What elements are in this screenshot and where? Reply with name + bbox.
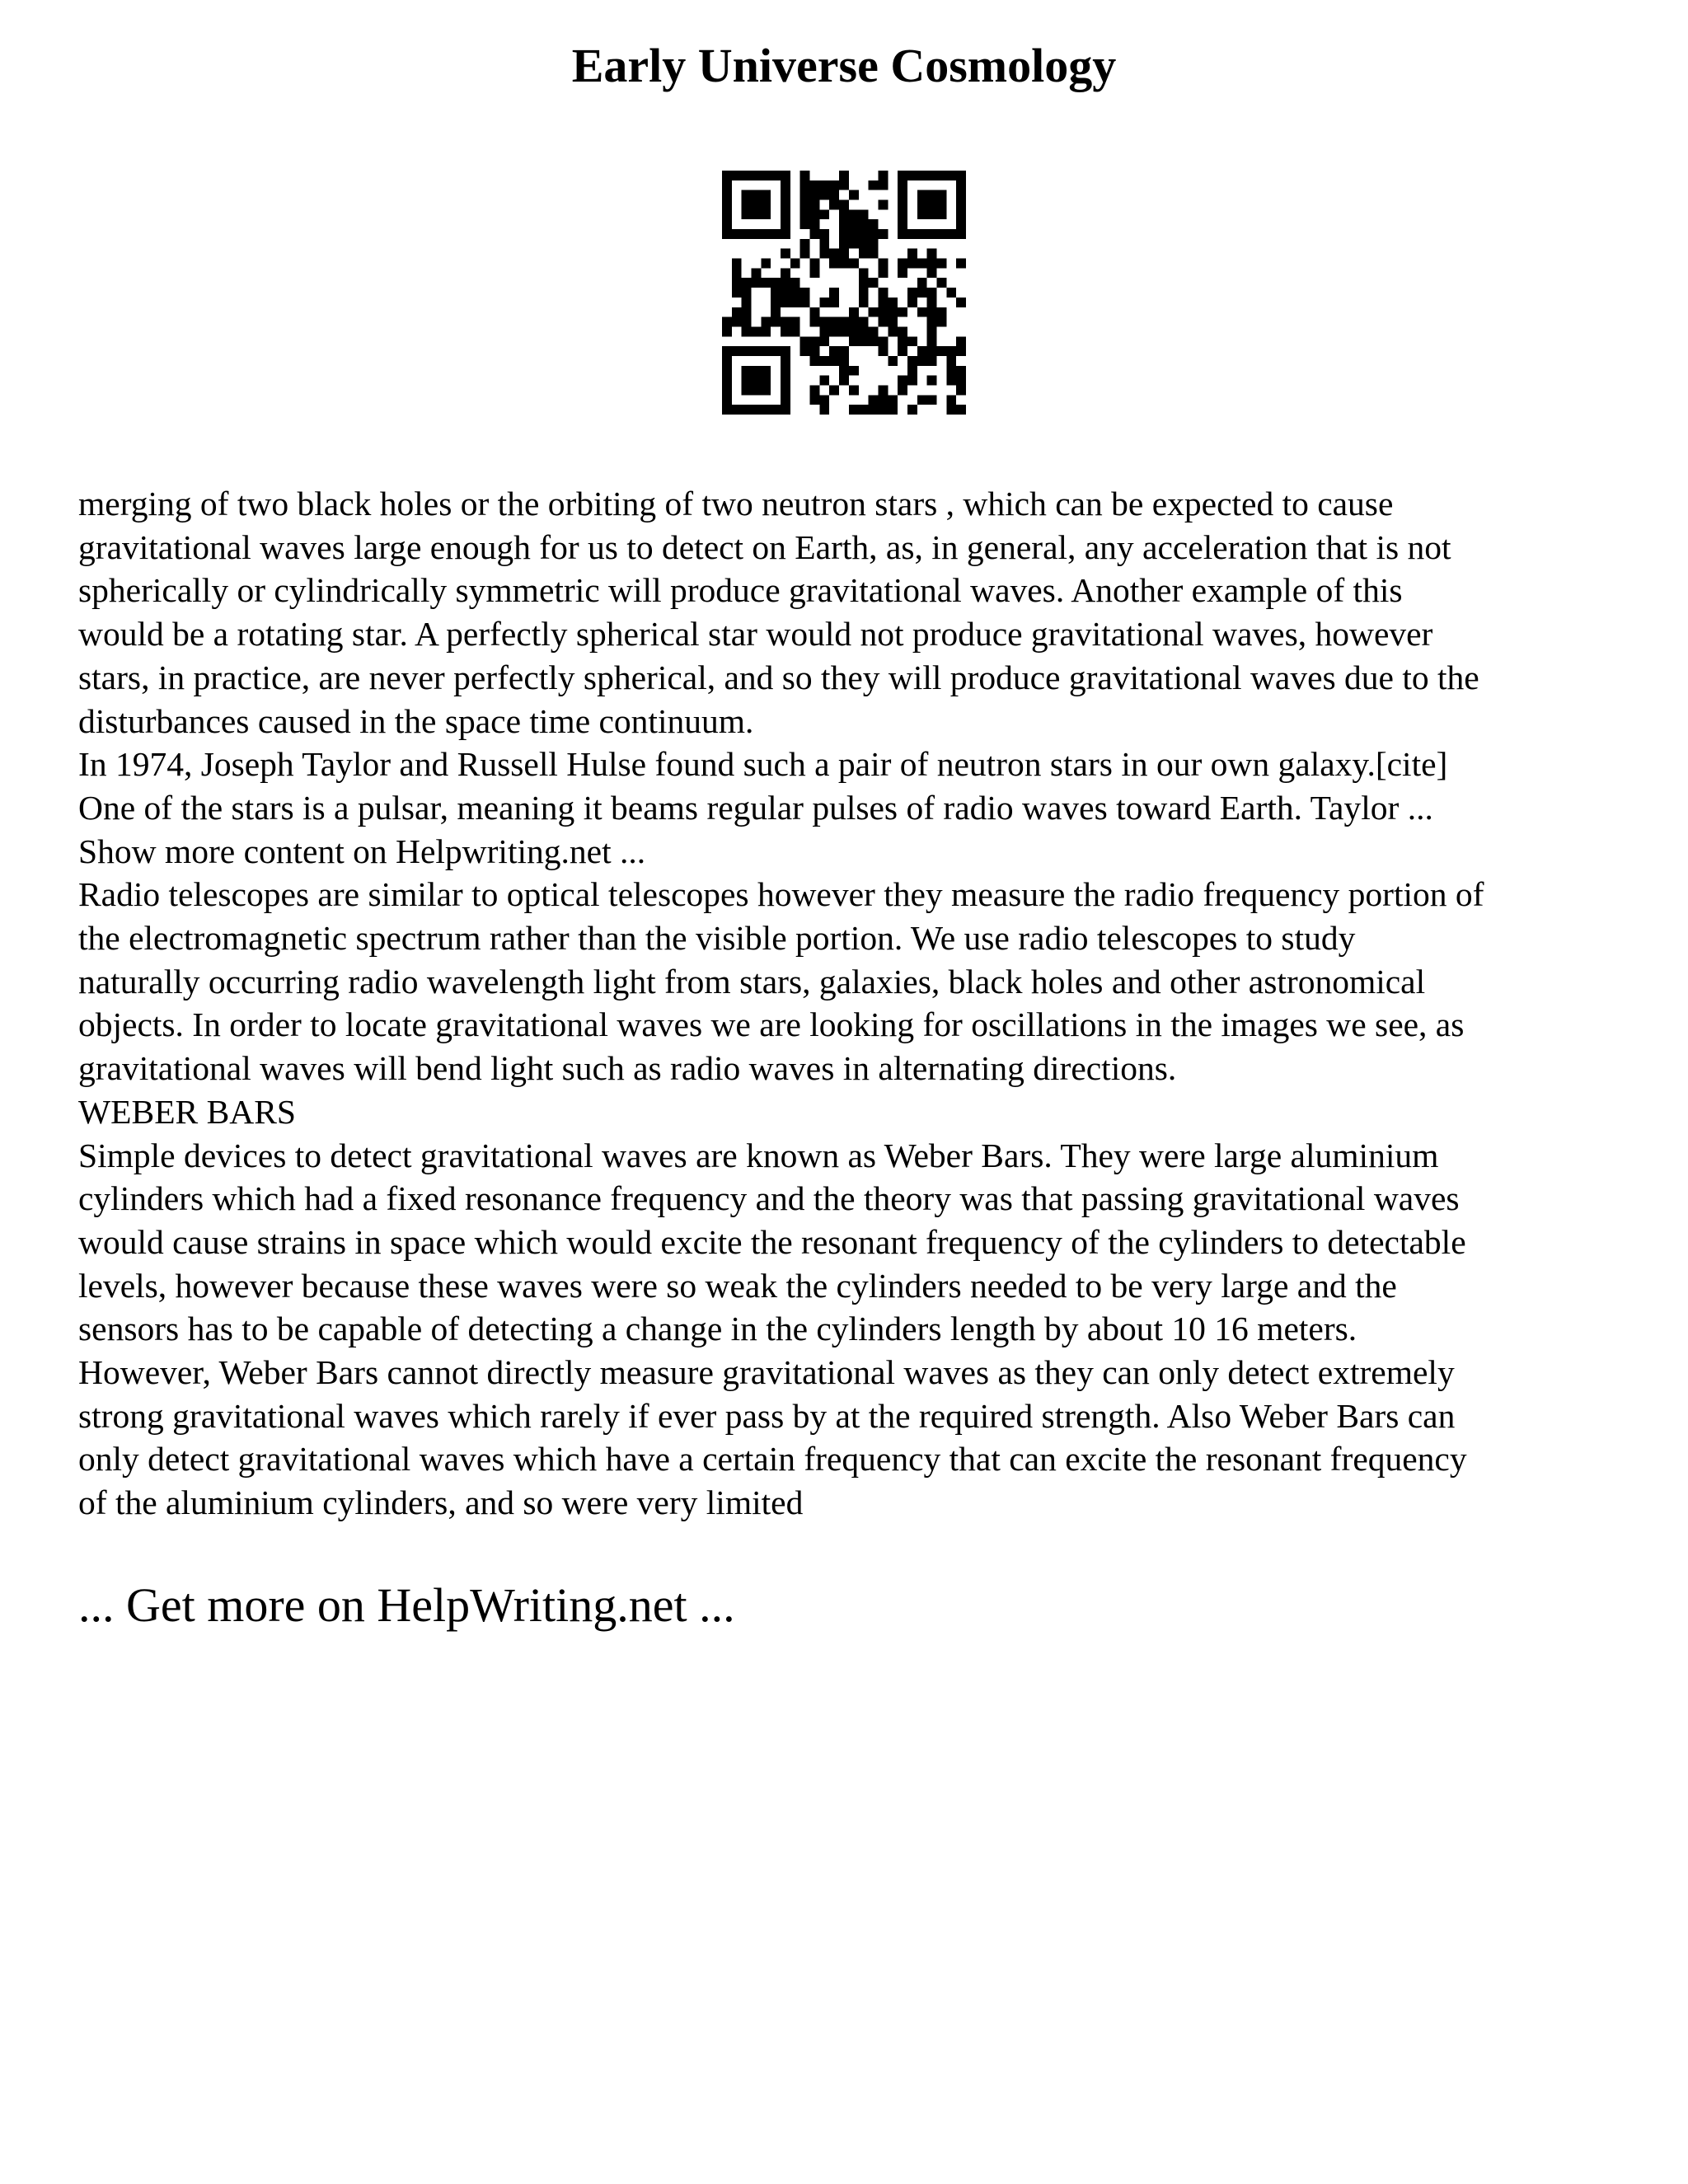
show-more-link[interactable]: Show more content on Helpwriting.net ... (78, 832, 646, 870)
body-line: merging of two black holes or the orbiting of two neutron stars , which can be expected to cause (78, 485, 1394, 523)
body-line: disturbances caused in the space time continuum. (78, 701, 754, 740)
body-line: would cause strains in space which would excite the resonant frequency of the cylinders to detectable (78, 1222, 1466, 1261)
body-text (78, 482, 1628, 1525)
body-line: gravitational waves will bend light such as radio waves in alternating directions. (78, 1049, 1177, 1088)
body-line: would be a rotating star. A perfectly spherical star would not produce gravitational waves, however (78, 615, 1433, 654)
section-heading: WEBER BARS (78, 1092, 297, 1131)
body-line: sensors has to be capable of detecting a change in the cylinders length by about 10 16 meters. (78, 1310, 1357, 1348)
body-line: In 1974, Joseph Taylor and Russell Hulse found such a pair of neutron stars in our own galaxy.[cite] (78, 745, 1448, 784)
body-line: stars, in practice, are never perfectly spherical, and so they will produce gravitational waves due to the (78, 658, 1479, 696)
body-line: gravitational waves large enough for us to detect on Earth, as, in general, any acceleration that is not (78, 527, 1451, 566)
body-line: objects. In order to locate gravitational waves we are looking for oscillations in the images we see, as (78, 1005, 1465, 1044)
body-line: cylinders which had a fixed resonance frequency and the theory was that passing gravitational waves (78, 1179, 1460, 1218)
body-line: spherically or cylindrically symmetric will produce gravitational waves. Another example of this (78, 571, 1403, 610)
get-more-link[interactable]: ... Get more on HelpWriting.net ... (78, 1578, 735, 1632)
body-line: only detect gravitational waves which have a certain frequency that can excite the resonant frequency (78, 1440, 1467, 1479)
body-line: One of the stars is a pulsar, meaning it beams regular pulses of radio waves toward Earth. Taylor ... (78, 788, 1433, 827)
body-line: the electromagnetic spectrum rather than the visible portion. We use radio telescopes to study (78, 919, 1356, 958)
body-line: levels, however because these waves were so weak the cylinders needed to be very large and the (78, 1266, 1397, 1305)
body-line: strong gravitational waves which rarely if ever pass by at the required strength. Also Weber Bars can (78, 1396, 1456, 1435)
body-line: naturally occurring radio wavelength light from stars, galaxies, black holes and other astronomical (78, 962, 1426, 1001)
body-line: of the aluminium cylinders, and so were very limited (78, 1483, 804, 1522)
body-line: Simple devices to detect gravitational waves are known as Weber Bars. They were large aluminium (78, 1136, 1439, 1174)
page-title: Early Universe Cosmology (571, 39, 1117, 92)
body-line: Radio telescopes are similar to optical telescopes however they measure the radio frequency portion of (78, 875, 1484, 914)
qr-code-icon[interactable] (722, 171, 966, 415)
body-line: However, Weber Bars cannot directly measure gravitational waves as they can only detect extremely (78, 1353, 1455, 1392)
